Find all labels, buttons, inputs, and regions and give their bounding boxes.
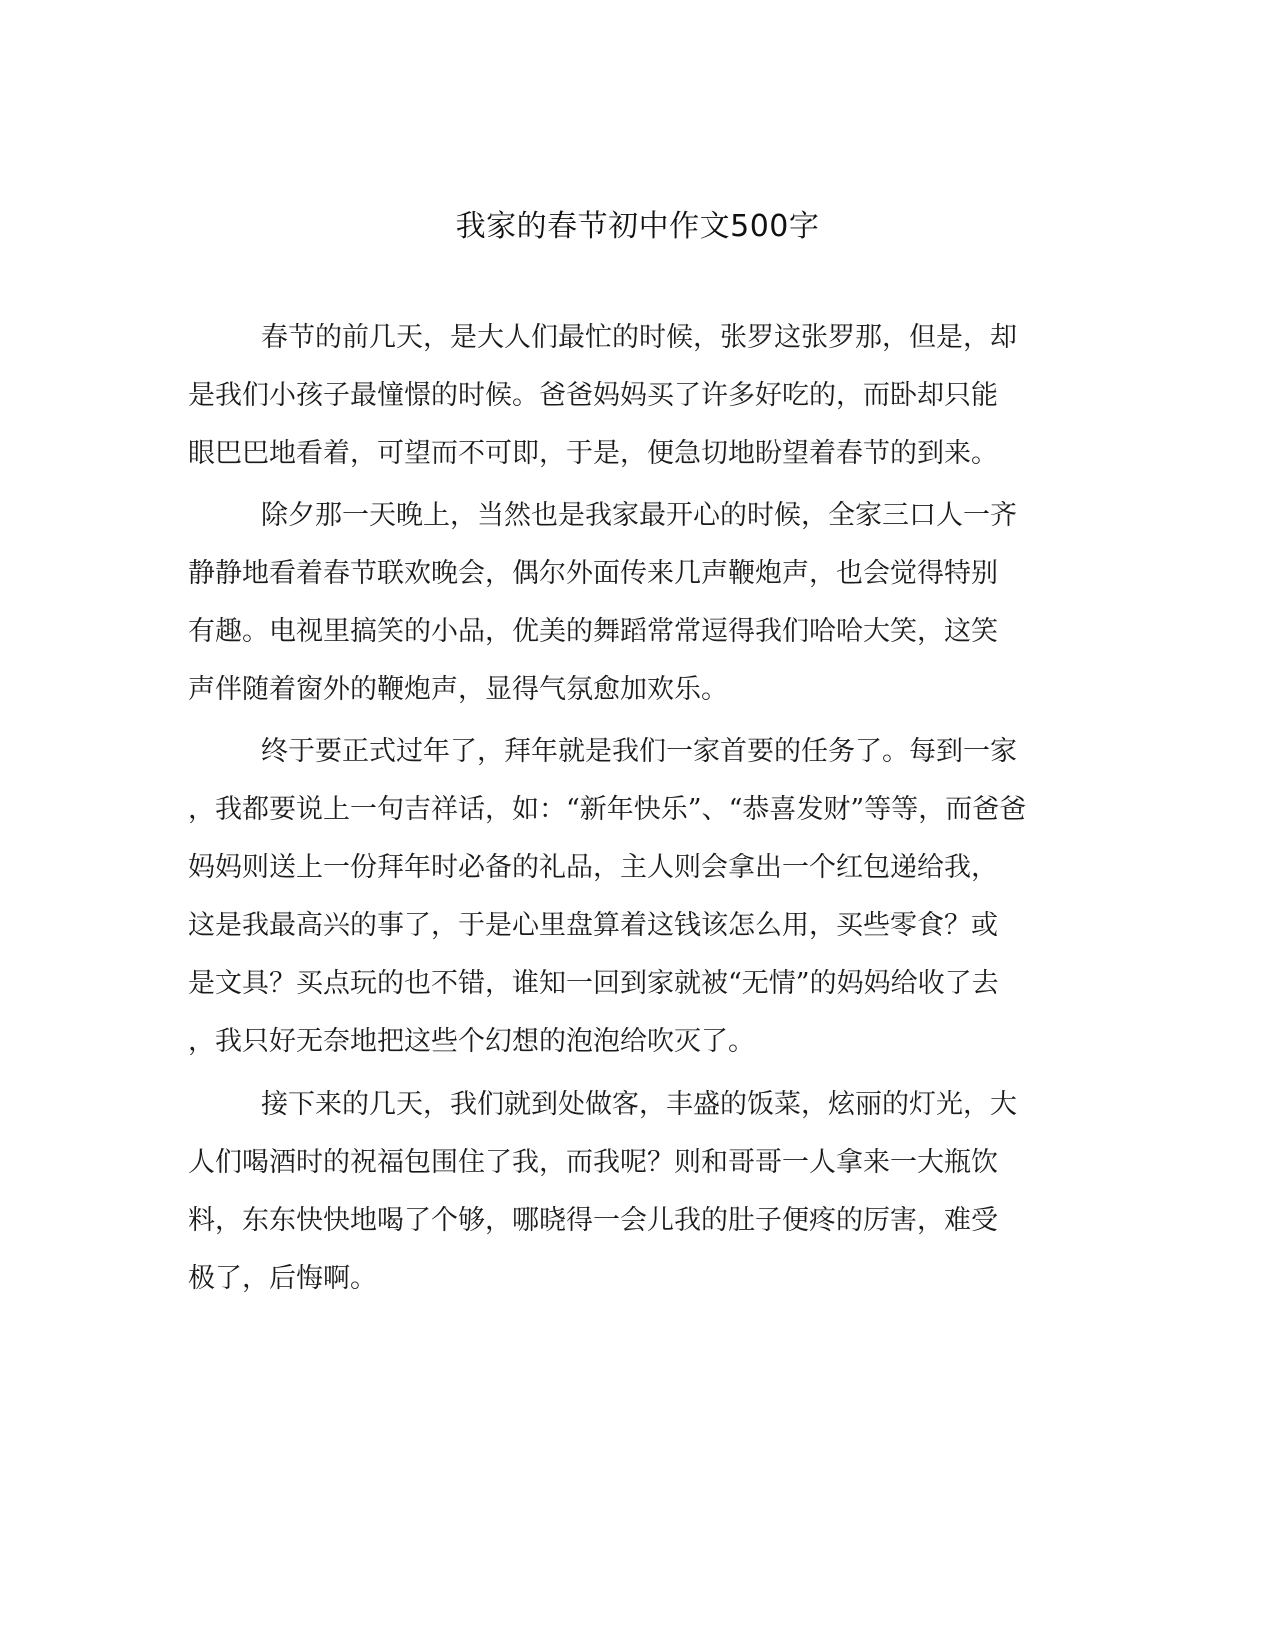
paragraph-2-line-2: 静静地看着春节联欢晚会，偶尔外面传来几声鞭炮声，也会觉得特别 [188,558,998,589]
paragraph-3-line-5: 是文具？买点玩的也不错，谁知一回到家就被“无情”的妈妈给收了去 [188,968,999,999]
paragraph-2-line-3: 有趣。电视里搞笑的小品，优美的舞蹈常常逗得我们哈哈大笑，这笑 [188,616,998,647]
paragraph-4-line-3: 料，东东快快地喝了个够，哪晓得一会儿我的肚子便疼的厉害，难受 [188,1205,998,1236]
paragraph-4-line-2: 人们喝酒时的祝福包围住了我，而我呢？则和哥哥一人拿来一大瓶饮 [188,1147,998,1178]
paragraph-1-line-1: 春节的前几天，是大人们最忙的时候，张罗这张罗那，但是，却 [261,322,1017,353]
document-title: 我家的春节初中作文500字 [455,209,820,244]
paragraph-3-line-6: ，我只好无奈地把这些个幻想的泡泡给吹灭了。 [188,1026,755,1057]
paragraph-2-line-4: 声伴随着窗外的鞭炮声，显得气氛愈加欢乐。 [188,674,728,705]
paragraph-2-line-1: 除夕那一天晚上，当然也是我家最开心的时候，全家三口人一齐 [261,500,1017,531]
paragraph-1-line-2: 是我们小孩子最憧憬的时候。爸爸妈妈买了许多好吃的，而卧却只能 [188,380,998,411]
paragraph-3-line-3: 妈妈则送上一份拜年时必备的礼品，主人则会拿出一个红包递给我， [188,852,998,883]
paragraph-3-line-2: ，我都要说上一句吉祥话，如：“新年快乐”、“恭喜发财”等等，而爸爸 [188,794,1027,825]
paragraph-3-line-1: 终于要正式过年了，拜年就是我们一家首要的任务了。每到一家 [261,736,1017,767]
paragraph-4-line-1: 接下来的几天，我们就到处做客，丰盛的饭菜，炫丽的灯光，大 [261,1089,1017,1120]
paragraph-4-line-4: 极了，后悔啊。 [188,1263,377,1294]
paragraph-3-line-4: 这是我最高兴的事了，于是心里盘算着这钱该怎么用，买些零食？或 [188,910,998,941]
paragraph-1-line-3: 眼巴巴地看着，可望而不可即，于是，便急切地盼望着春节的到来。 [188,438,998,469]
